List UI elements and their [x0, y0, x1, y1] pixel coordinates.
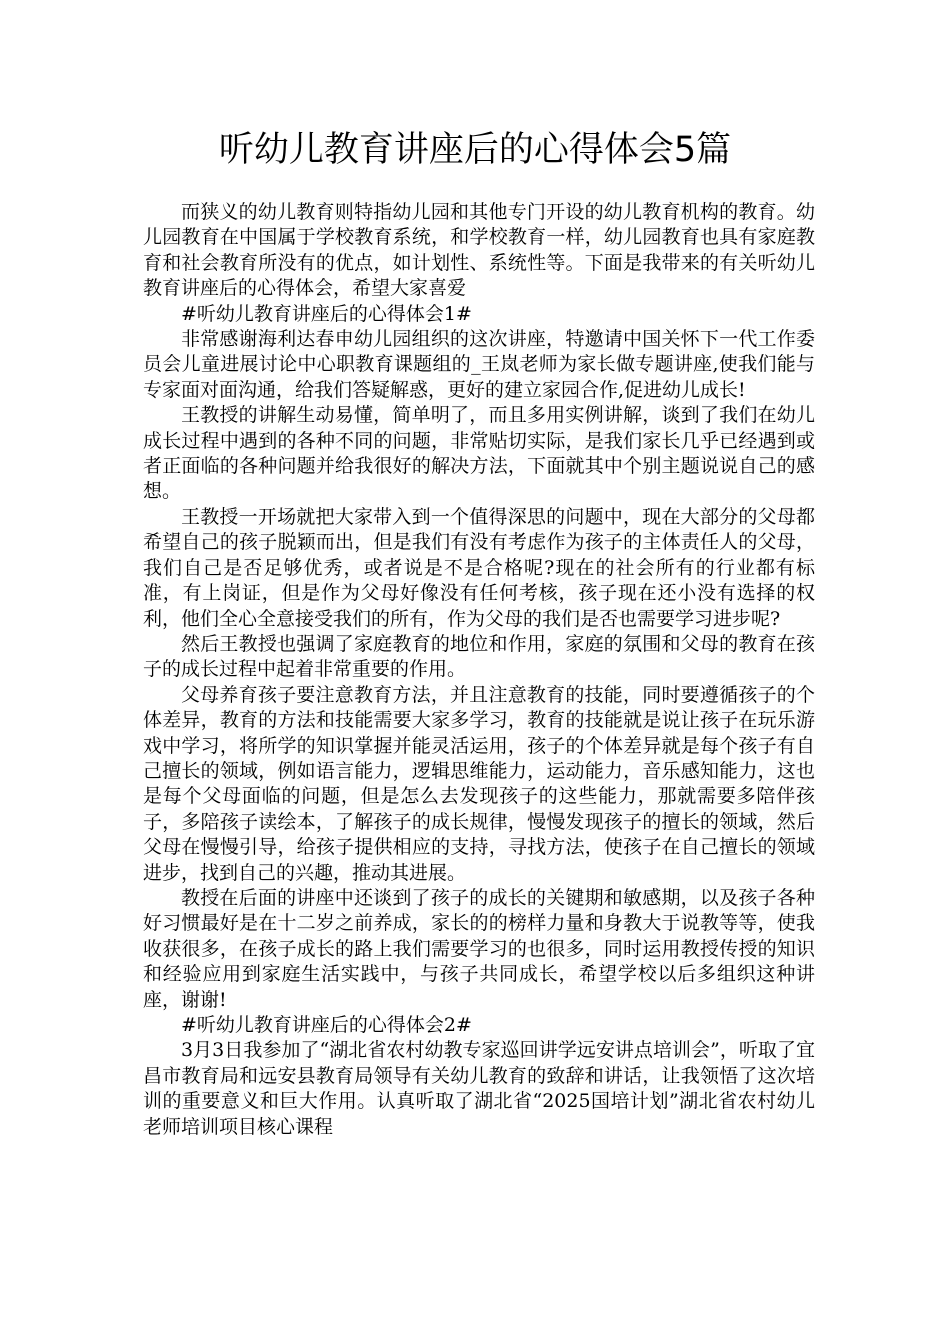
page-title: 听幼儿教育讲座后的心得体会5篇	[218, 130, 732, 170]
section-heading-1: #听幼儿教育讲座后的心得体会1#	[181, 302, 472, 325]
paragraph-training: 3月3日我参加了“湖北省农村幼教专家巡回讲学远安讲点培训会”，听取了宜昌市教育局和远安县教育局领导有关幼儿教育的致辞和讲话，让我领悟了这次培训的重要意义和巨大作用。认真听取了湖北省“2025国培计划”湖北省农村幼儿老师培训项目核心课程	[143, 1039, 815, 1138]
paragraph-lecture-style: 王教授的讲解生动易懂，简单明了，而且多用实例讲解，谈到了我们在幼儿成长过程中遇到的各种不同的问题，非常贴切实际，是我们家长几乎已经遇到或者正面临的各种问题并给我很好的解决方法，下面就其中个别主题说说自己的感想。	[143, 404, 815, 503]
paragraph-parents-question: 王教授一开场就把大家带入到一个值得深思的问题中，现在大部分的父母都希望自己的孩子脱颖而出，但是我们有没有考虑作为孩子的主体责任人的父母，我们自己是否足够优秀，或者说是不是合格呢?现在的社会所有的行业都有标准，有上岗证，但是作为父母好像没有任何考核，孩子现在还小没有选择的权利，他们全心全意接受我们的所有，作为父母的我们是否也需要学习进步呢?	[143, 505, 815, 630]
paragraph-methods: 父母养育孩子要注意教育方法，并且注意教育的技能，同时要遵循孩子的个体差异，教育的方法和技能需要大家多学习，教育的技能就是说让孩子在玩乐游戏中学习，将所学的知识掌握并能灵活运用，孩子的个体差异就是每个孩子有自己擅长的领域，例如语言能力，逻辑思维能力，运动能力，音乐感知能力，这也是每个父母面临的问题，但是怎么去发现孩子的这些能力，那就需要多陪伴孩子，多陪孩子读绘本，了解孩子的成长规律，慢慢发现孩子的擅长的领域，然后父母在慢慢引导，给孩子提供相应的支持，寻找方法，使孩子在自己擅长的领域进步，找到自己的兴趣，推动其进展。	[143, 683, 815, 884]
intro-paragraph: 而狭义的幼儿教育则特指幼儿园和其他专门开设的幼儿教育机构的教育。幼儿园教育在中国属于学校教育系统，和学校教育一样，幼儿园教育也具有家庭教育和社会教育所没有的优点，如计划性、系统性等。下面是我带来的有关听幼儿教育讲座后的心得体会，希望大家喜爱	[143, 201, 815, 300]
paragraph-thanks: 非常感谢海利达春申幼儿园组织的这次讲座，特邀请中国关怀下一代工作委员会儿童进展讨论中心职教育课题组的_王岚老师为家长做专题讲座,使我们能与专家面对面沟通，给我们答疑解惑，更好的建立家园合作,促进幼儿成长!	[143, 328, 815, 401]
paragraph-family-education: 然后王教授也强调了家庭教育的地位和作用，家庭的氛围和父母的教育在孩子的成长过程中起着非常重要的作用。	[143, 632, 815, 681]
paragraph-critical-period: 教授在后面的讲座中还谈到了孩子的成长的关键期和敏感期，以及孩子各种好习惯最好是在十二岁之前养成，家长的的榜样力量和身教大于说教等等，使我收获很多，在孩子成长的路上我们需要学习的也很多，同时运用教授传授的知识和经验应用到家庭生活实践中，与孩子共同成长，希望学校以后多组织这种讲座，谢谢!	[143, 886, 815, 1011]
section-heading-2: #听幼儿教育讲座后的心得体会2#	[181, 1014, 472, 1036]
document-body	[143, 200, 815, 1140]
